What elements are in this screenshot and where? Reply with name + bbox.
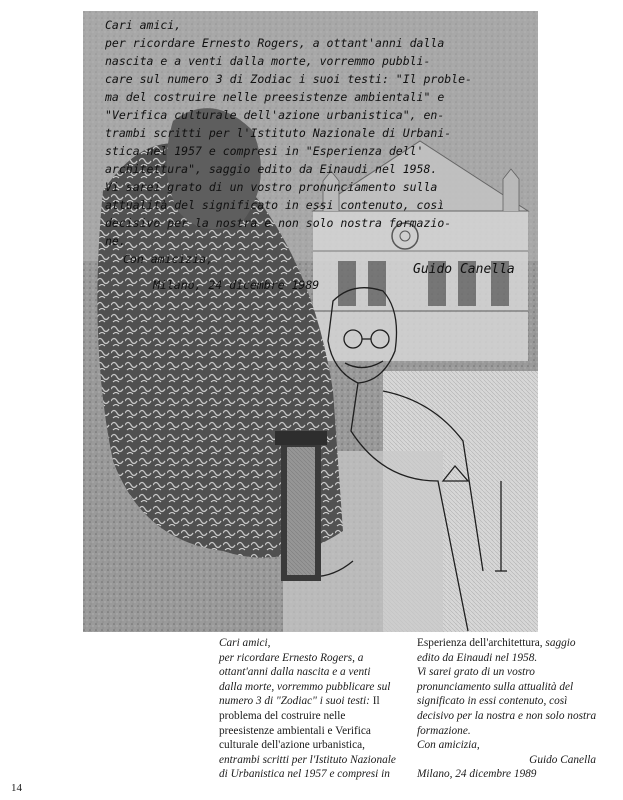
caption-line: Con amicizia, [417, 739, 480, 752]
caption-line: culturale dell'azione urbanistica, [219, 739, 366, 752]
page-number: 14 [11, 782, 22, 794]
caption-line: pronunciamento sulla attualità del [417, 680, 574, 693]
caption-line: edito da Einaudi nel 1958. [417, 651, 538, 664]
letter-line: Con amicizia, [123, 252, 214, 266]
caption-text-roman: Il [369, 695, 380, 708]
letter-line: nascita e a venti dalla morte, vorremmo pubbli- [105, 54, 431, 68]
caption-signature: Guido Canella [529, 753, 596, 766]
caption-line [219, 694, 399, 709]
caption-line: preesistenze ambientali e Verifica [219, 724, 371, 737]
letter-line: care sul numero 3 di Zodiac i suoi testi: "Il proble- [105, 72, 472, 86]
caption-line [417, 636, 602, 651]
letter-line: ne. [105, 234, 126, 248]
caption-line: ottant'anni dalla nascita e a venti [219, 666, 371, 679]
letter-line: stica nel 1957 e compresi in "Esperienza dell' [105, 144, 424, 158]
tower-model [275, 431, 327, 581]
caption-line: problema del costruire nelle [219, 709, 346, 722]
letter-line: per ricordare Ernesto Rogers, a ottant'anni dalla [105, 36, 445, 50]
letter-line: architettura", saggio edito da Einaudi nel 1958. [105, 162, 438, 176]
caption-line: Vi sarei grato di un vostro [417, 666, 535, 679]
caption-text: numero 3 di "Zodiac" i suoi testi: [219, 695, 370, 708]
letter-line: Cari amici, [105, 18, 182, 32]
artwork-letter-collage [83, 11, 538, 632]
caption-line: per ricordare Ernesto Rogers, a [219, 651, 364, 664]
letter-line: ma del costruire nelle preesistenze ambientali" e [105, 90, 445, 104]
caption-line: di Urbanistica nel 1957 e compresi in [219, 768, 390, 781]
letter-line: attualità del significato in essi contenuto, così [105, 198, 445, 212]
caption-date: Milano, 24 dicembre 1989 [417, 768, 537, 781]
caption-line: decisivo per la nostra e non solo nostra [417, 709, 597, 722]
artwork-illustration [83, 11, 538, 632]
caption-line: formazione. [417, 724, 471, 737]
letter-line: trambi scritti per l'Istituto Nazionale di Urbani- [105, 126, 452, 140]
letter-line: Vi sarei grato di un vostro pronunciamento sulla [105, 180, 438, 194]
letter-line: "Verifica culturale dell'azione urbanistica", en- [105, 108, 445, 122]
caption-line: entrambi scritti per l'Istituto Nazionale [219, 753, 396, 766]
caption-text-roman: Esperienza dell'architettura, [417, 637, 543, 649]
caption-line: significato in essi contenuto, così [417, 695, 568, 708]
caption-line: Cari amici, [219, 637, 271, 649]
caption-left-column [219, 636, 399, 782]
caption-right-column [417, 636, 602, 782]
letter-line: decisivo per la nostra e non solo nostra formazio- [105, 216, 452, 230]
handwritten-date: Milano, 24 dicembre 1989 [153, 278, 320, 292]
handwritten-signature: Guido Canella [413, 262, 515, 277]
caption-line: dalla morte, vorremmo pubblicare sul [219, 680, 391, 693]
caption-text: saggio [542, 637, 576, 649]
